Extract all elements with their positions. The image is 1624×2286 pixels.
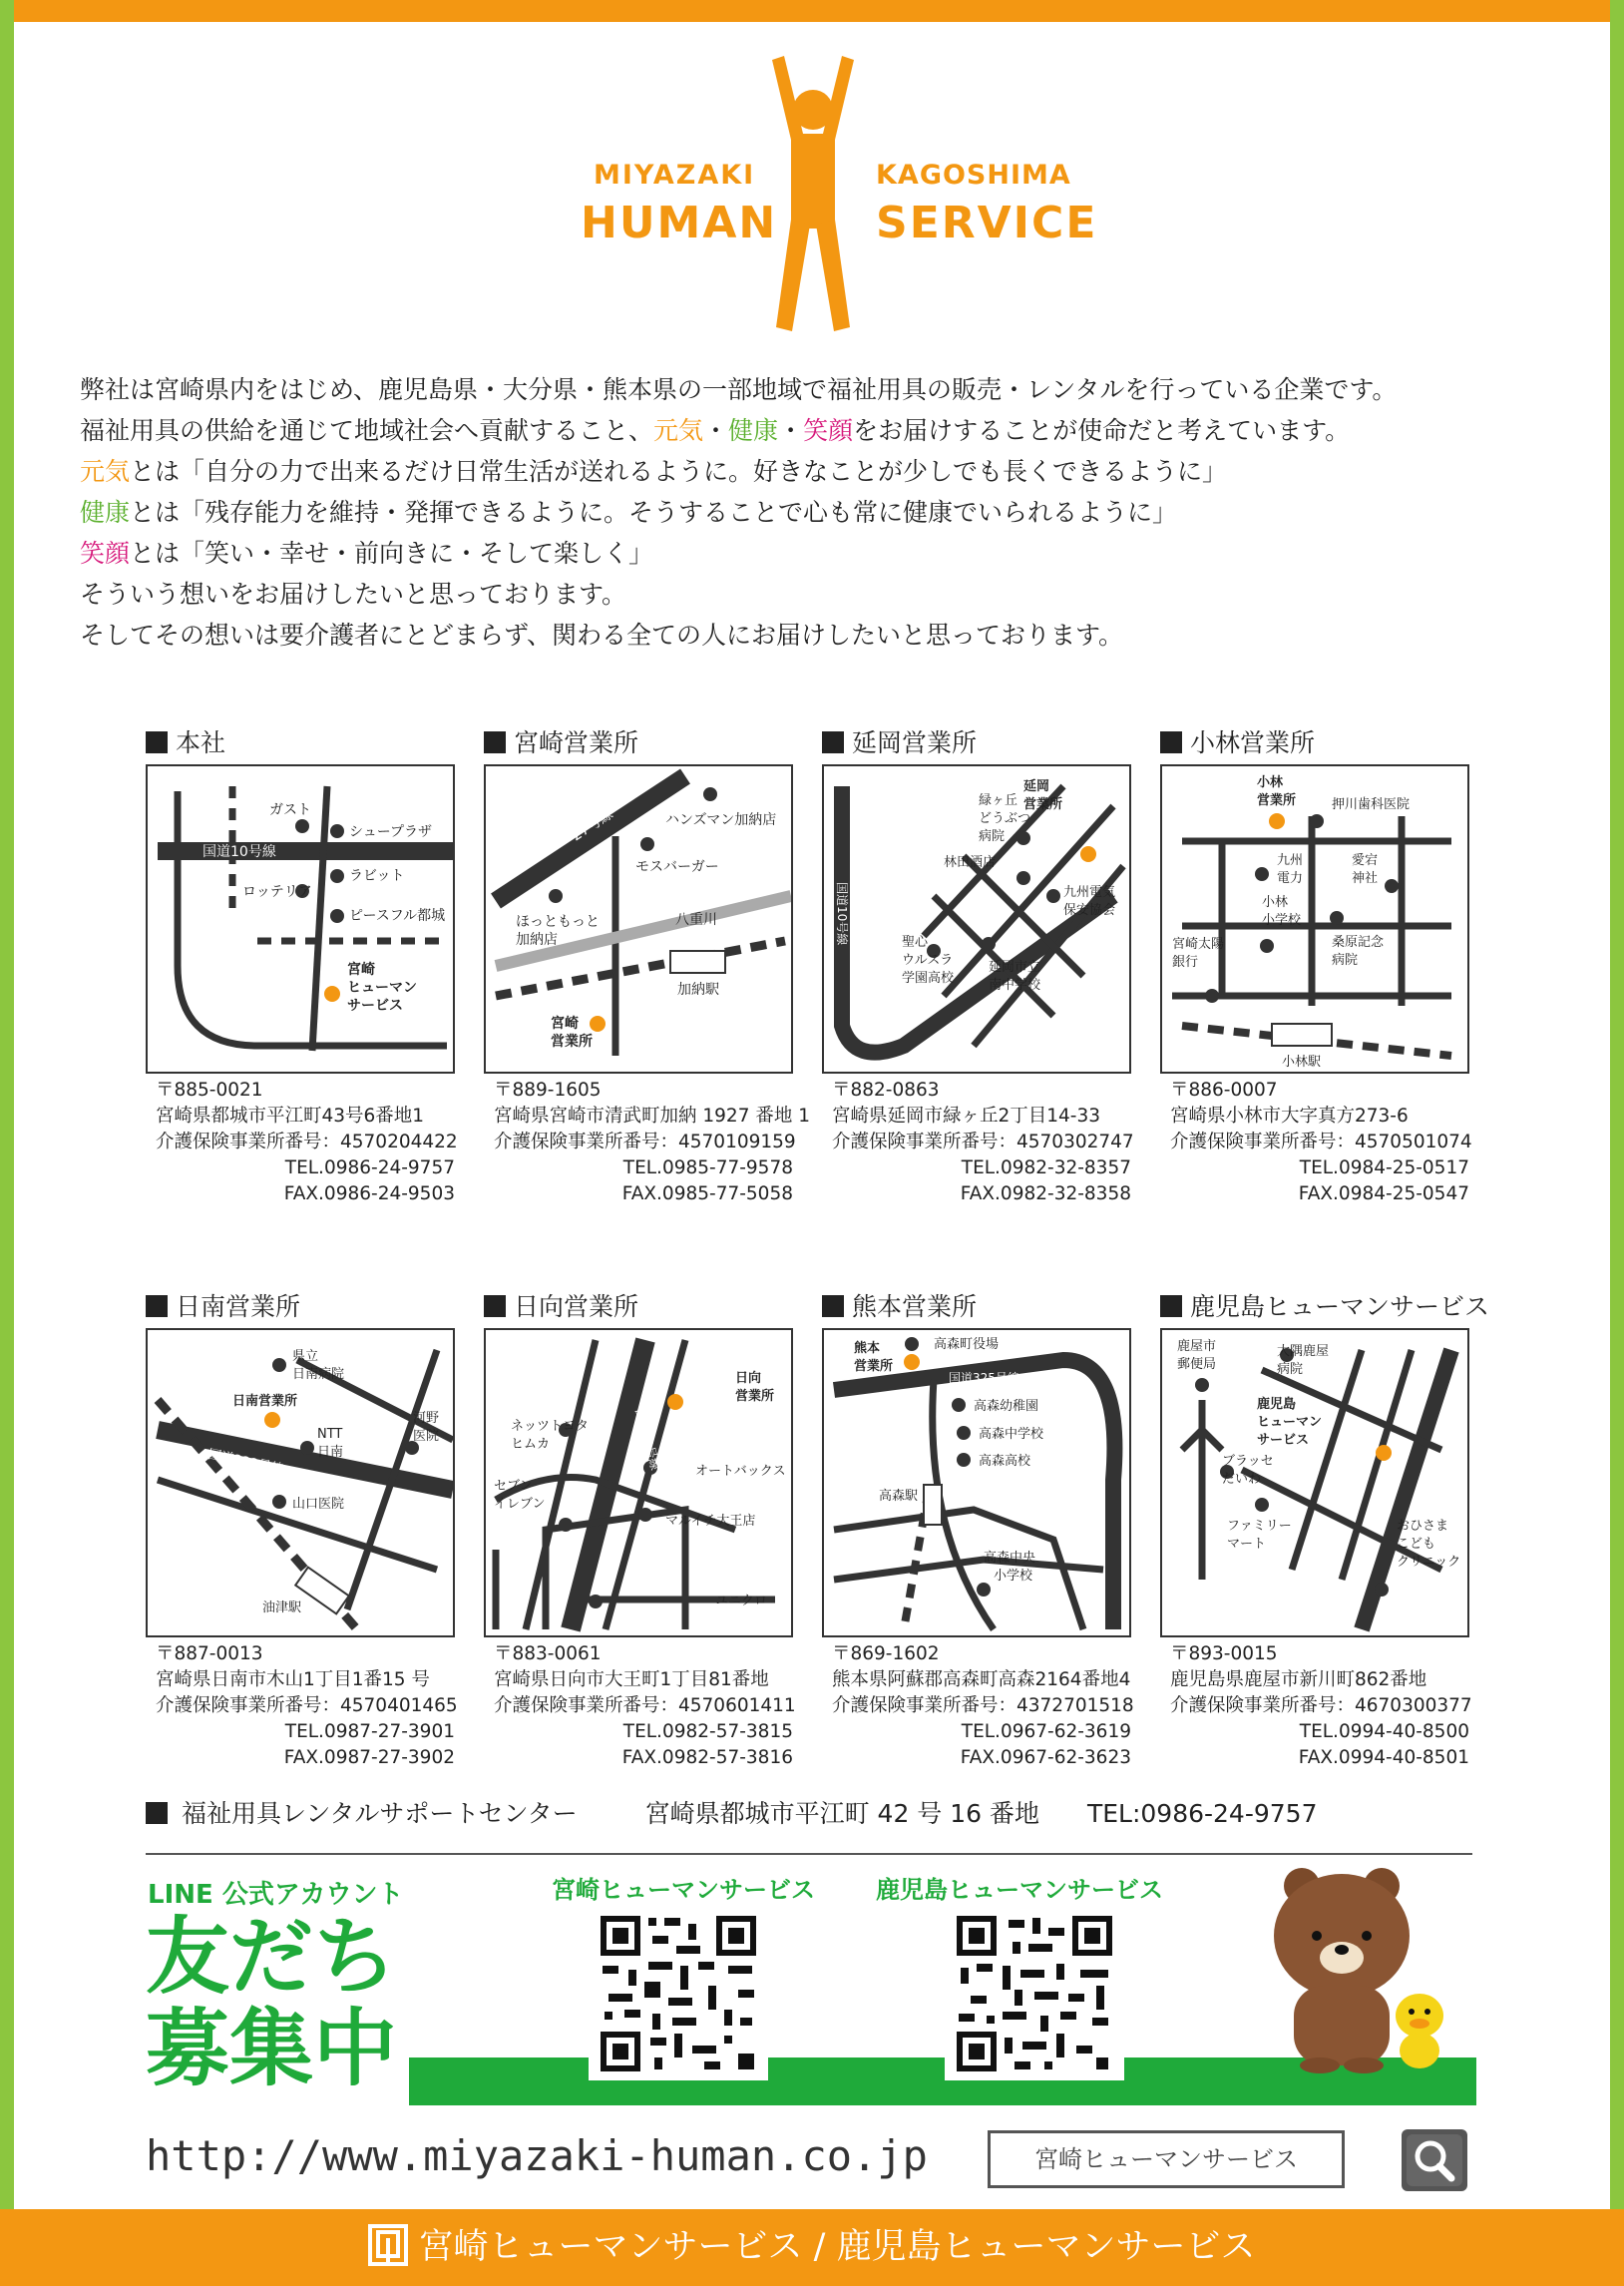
map-label: 加納駅 — [677, 982, 719, 998]
map-label: NTT — [317, 1427, 343, 1442]
map-label: 高森中央 — [984, 1551, 1036, 1566]
office-map — [484, 1328, 793, 1637]
qr-label-kagoshima: 鹿児島ヒューマンサービス — [876, 1876, 1163, 1904]
map-label: 九州電気 — [1063, 885, 1116, 900]
office-hyuga — [484, 1290, 796, 1771]
map-label: 日南 — [317, 1445, 344, 1460]
support-center-name: 福祉用具レンタルサポートセンター — [182, 1799, 578, 1828]
office-info — [484, 1641, 796, 1771]
map-label: クリニック — [1397, 1555, 1461, 1570]
zip-code: 〒883-0061 — [494, 1643, 602, 1664]
website-url[interactable]: http://www.miyazaki-human.co.jp — [146, 2131, 928, 2180]
map-label: マルイチ大王店 — [665, 1514, 756, 1529]
map-office-label: 日南営業所 — [232, 1394, 298, 1409]
office-nichinan — [146, 1290, 458, 1771]
map-label: 病院 — [979, 829, 1006, 844]
map-office-label: 熊本 — [854, 1341, 881, 1356]
map-label: 林田酒店 — [944, 855, 997, 870]
map-label: 学園高校 — [902, 971, 955, 986]
footer-text: 宮崎ヒューマンサービス / 鹿児島ヒューマンサービス — [418, 2227, 1256, 2267]
address: 宮崎県日向市大王町1丁目81番地 — [494, 1669, 769, 1690]
office-info — [146, 1641, 458, 1771]
map-label: 油津駅 — [262, 1600, 302, 1615]
support-center — [146, 1794, 1318, 1830]
intro-line-genki: 元気とは「自分の力で出来るだけ日常生活が送れるように。好きなことが少しでも長くできるように」 — [80, 457, 1228, 486]
map-label: 聖心 — [902, 935, 929, 950]
map-label: 小学校 — [994, 1569, 1033, 1584]
heading-square-icon — [146, 1295, 168, 1317]
logo-service: SERVICE — [876, 198, 1098, 248]
heading-square-icon — [484, 1295, 506, 1317]
tel: TEL.0985-77-9578 — [622, 1157, 793, 1178]
map-office-label: 営業所 — [1023, 797, 1063, 812]
office-honsha — [146, 726, 458, 1207]
zip-code: 〒887-0013 — [156, 1643, 263, 1664]
map-label: 保安協会 — [1063, 903, 1116, 918]
map-label: 小林 — [1262, 895, 1289, 910]
map-label: セブン — [494, 1479, 533, 1494]
map-label: 延岡市立 — [989, 960, 1041, 975]
map-label: ピースフル都城 — [349, 908, 446, 924]
map-label: マート — [1227, 1537, 1267, 1552]
heading-square-icon — [1160, 1295, 1182, 1317]
zip-code: 〒886-0007 — [1170, 1080, 1278, 1101]
intro-line-kenko: 健康とは「残存能力を維持・発揮できるように。そうすることで心も常に健康でいられるように」 — [80, 498, 1178, 527]
map-label: 南中学校 — [989, 978, 1041, 993]
zip-code: 〒885-0021 — [156, 1080, 263, 1101]
map-label: 高森幼稚園 — [974, 1399, 1039, 1414]
office-map — [1160, 764, 1469, 1074]
map-label: 小林駅 — [1282, 1055, 1322, 1070]
map-label: 病院 — [1277, 1362, 1304, 1377]
search-box[interactable]: 宮崎ヒューマンサービス — [988, 2130, 1345, 2188]
top-frame-bar — [0, 0, 1624, 22]
office-name: 本社 — [176, 728, 226, 757]
bear-and-chick-mascot-icon — [1272, 1866, 1451, 2075]
map-label: 高森中学校 — [979, 1427, 1044, 1442]
map-label: 押川歯科医院 — [1332, 797, 1411, 812]
tel: TEL.0984-25-0517 — [1299, 1157, 1469, 1178]
office-name: 宮崎営業所 — [514, 728, 639, 757]
heading-square-icon — [822, 731, 844, 753]
office-info — [1160, 1078, 1472, 1207]
care-number: 介護保険事業所番号：4372701518 — [832, 1695, 1134, 1716]
fax: FAX.0985-77-5058 — [621, 1183, 793, 1204]
map-label: どうぶつ — [979, 811, 1031, 826]
address: 宮崎県小林市大字真方273-6 — [1170, 1106, 1409, 1127]
map-label: 県立 — [292, 1349, 319, 1364]
map-label: 郵便局 — [1177, 1357, 1217, 1372]
map-label: 山口医院 — [292, 1497, 345, 1512]
map-label: イレブン — [494, 1497, 546, 1512]
heading-square-icon — [146, 731, 168, 753]
map-office-label: 営業所 — [551, 1034, 593, 1050]
map-label: ブラッセ — [1222, 1454, 1274, 1469]
map-label: 27号線 — [569, 805, 616, 845]
map-office-label: ヒューマン — [1257, 1415, 1323, 1430]
map-office-label: サービス — [1257, 1433, 1310, 1448]
office-map — [146, 764, 455, 1074]
care-number: 介護保険事業所番号：4570302747 — [832, 1132, 1134, 1152]
company-logo-icon — [368, 2224, 408, 2266]
map-label: シュープラザ — [349, 824, 433, 840]
map-label: ウルスラ — [902, 953, 954, 968]
map-label: 電力 — [1277, 871, 1304, 886]
map-label: 医院 — [413, 1429, 440, 1444]
office-map — [484, 764, 793, 1074]
map-label: 桑原記念 — [1332, 935, 1385, 950]
intro-line-2: 福祉用具の供給を通じて地域社会へ貢献すること、元気・健康・笑顔をお届けすることが使命だと考えています。 — [80, 416, 1351, 445]
tel: TEL.0986-24-9757 — [284, 1157, 455, 1178]
care-number: 介護保険事業所番号：4570501074 — [1170, 1132, 1472, 1152]
office-info — [484, 1078, 810, 1207]
company-introduction — [80, 369, 1576, 656]
office-info — [822, 1078, 1134, 1207]
map-label: 鹿屋市 — [1177, 1339, 1217, 1354]
map-label: こども — [1397, 1537, 1436, 1552]
logo-miyazaki: MIYAZAKI — [594, 160, 756, 191]
care-number: 介護保険事業所番号：4670300377 — [1170, 1695, 1472, 1716]
fax: FAX.0982-57-3816 — [621, 1747, 793, 1768]
map-label: 大隅鹿屋 — [1277, 1344, 1330, 1359]
office-map — [822, 1328, 1131, 1637]
friends-wanted: 友だち 募集中 — [146, 1908, 398, 2097]
logo-human: HUMAN — [581, 198, 778, 248]
map-label: 高森町役場 — [934, 1337, 1000, 1352]
office-miyazaki — [484, 726, 810, 1207]
line-account-title: LINE 公式アカウント — [148, 1880, 404, 1910]
intro-line-egao: 笑顔とは「笑い・幸せ・前向きに・そして楽しく」 — [80, 539, 654, 568]
map-label: ヒムカ — [511, 1437, 551, 1452]
map-label: 日南病院 — [292, 1367, 345, 1382]
map-label: 宮崎太陽 — [1172, 937, 1225, 952]
office-kagoshima — [1160, 1290, 1490, 1771]
tel: TEL.0982-57-3815 — [622, 1721, 793, 1742]
office-name: 小林営業所 — [1190, 728, 1316, 757]
map-label: ほっともっと — [516, 914, 600, 930]
map-label: ネッツトヨタ — [511, 1419, 590, 1434]
logo-kagoshima: KAGOSHIMA — [876, 160, 1071, 191]
office-map — [146, 1328, 455, 1637]
map-office-label: 営業所 — [1257, 793, 1297, 808]
map-label: ガスト — [269, 802, 311, 818]
map-office-label: 営業所 — [735, 1389, 775, 1404]
intro-line-7: そしてその想いは要介護者にとどまらず、関わる全ての人にお届けしたいと思っております。 — [80, 621, 1124, 650]
address: 宮崎県延岡市緑ヶ丘2丁目14-33 — [832, 1106, 1101, 1127]
map-label: 加納店 — [516, 932, 558, 948]
care-number: 介護保険事業所番号：4570401465 — [156, 1695, 458, 1716]
map-label: 国道325号線 — [949, 1371, 1019, 1385]
map-label: モスバーガー — [635, 859, 719, 875]
fax: FAX.0967-62-3623 — [960, 1747, 1131, 1768]
map-label: 銀行 — [1172, 955, 1199, 970]
fax: FAX.0982-32-8358 — [960, 1183, 1131, 1204]
left-frame-bar — [0, 0, 14, 2286]
qr-code-kagoshima[interactable] — [945, 1906, 1124, 2080]
heading-square-icon — [1160, 731, 1182, 753]
map-office-label: 日向 — [735, 1371, 762, 1386]
map-label: 国道222号線 — [206, 1447, 285, 1478]
fax: FAX.0986-24-9503 — [283, 1183, 455, 1204]
map-label: 愛宕 — [1352, 853, 1379, 868]
intro-line-1: 弊社は宮崎県内をはじめ、鹿児島県・大分県・熊本県の一部地域で福祉用具の販売・レンタルを行っている企業です。 — [80, 375, 1398, 404]
address: 宮崎県都城市平江町43号6番地1 — [156, 1106, 425, 1127]
zip-code: 〒889-1605 — [494, 1080, 602, 1101]
care-number: 介護保険事業所番号：4570204422 — [156, 1132, 458, 1152]
office-name: 日向営業所 — [514, 1292, 639, 1321]
map-label: 国道10号線 — [632, 1407, 663, 1472]
map-office-label: 小林 — [1257, 775, 1284, 790]
map-label: 河野 — [413, 1411, 440, 1426]
office-nobeoka — [822, 726, 1134, 1207]
qr-code-icon — [945, 1906, 1124, 2080]
address: 熊本県阿蘇郡高森町高森2164番地4 — [832, 1669, 1131, 1690]
search-icon — [1402, 2129, 1467, 2191]
tel: TEL.0982-32-8357 — [961, 1157, 1131, 1178]
office-name: 鹿児島ヒューマンサービス — [1190, 1292, 1490, 1321]
map-label: ファミリー — [1227, 1519, 1292, 1534]
office-kumamoto — [822, 1290, 1134, 1771]
right-frame-bar — [1610, 0, 1624, 2286]
fax: FAX.0994-40-8501 — [1298, 1747, 1469, 1768]
tel: TEL.0994-40-8500 — [1299, 1721, 1469, 1742]
office-name: 熊本営業所 — [852, 1292, 978, 1321]
tel: TEL.0967-62-3619 — [961, 1721, 1131, 1742]
map-office-label: ヒューマン — [347, 980, 417, 996]
map-label: ユニクロ — [715, 1594, 768, 1608]
zip-code: 〒882-0863 — [832, 1080, 940, 1101]
map-label: ラビット — [349, 868, 405, 884]
map-label: 国道10号線 — [203, 844, 276, 860]
map-label: ロッテリア — [242, 884, 312, 900]
divider — [146, 1853, 1472, 1855]
map-label: 神社 — [1352, 871, 1379, 886]
address: 宮崎県宮崎市清武町加納 1927 番地 1 — [494, 1106, 810, 1127]
address: 鹿児島県鹿屋市新川町862番地 — [1170, 1669, 1427, 1690]
footer — [0, 2209, 1624, 2286]
office-name: 延岡営業所 — [852, 728, 978, 757]
office-kobayashi — [1160, 726, 1472, 1207]
office-info — [1160, 1641, 1472, 1771]
map-label: 国道10号線 — [835, 882, 849, 946]
person-arms-raised-icon — [758, 50, 868, 339]
map-label: 高森駅 — [879, 1489, 919, 1504]
care-number: 介護保険事業所番号：4570601411 — [494, 1695, 796, 1716]
map-label: 高森高校 — [979, 1454, 1031, 1469]
map-label: だいわ — [1222, 1472, 1262, 1487]
map-label: オートバックス — [695, 1464, 786, 1479]
company-logo — [559, 50, 1117, 339]
heading-square-icon — [822, 1295, 844, 1317]
zip-code: 〒893-0015 — [1170, 1643, 1278, 1664]
map-office-label: 宮崎 — [347, 962, 375, 978]
map-label: 病院 — [1332, 953, 1359, 968]
map-office-label: 鹿児島 — [1257, 1397, 1297, 1412]
office-info — [146, 1078, 458, 1207]
care-number: 介護保険事業所番号：4570109159 — [494, 1132, 796, 1152]
map-label: 緑ヶ丘 — [979, 793, 1018, 808]
heading-square-icon — [484, 731, 506, 753]
qr-code-icon — [589, 1906, 768, 2080]
office-name: 日南営業所 — [176, 1292, 301, 1321]
map-office-label: サービス — [347, 998, 403, 1014]
support-center-tel: TEL:0986-24-9757 — [1086, 1799, 1318, 1828]
address: 宮崎県日南市木山1丁目1番15 号 — [156, 1669, 430, 1690]
qr-code-miyazaki[interactable] — [589, 1906, 768, 2080]
map-label: ハンズマン加納店 — [665, 812, 777, 828]
fax: FAX.0987-27-3902 — [283, 1747, 455, 1768]
map-label: 九州 — [1277, 853, 1304, 868]
map-office-label: 延岡 — [1023, 779, 1050, 794]
map-label: 小学校 — [1262, 913, 1302, 928]
office-map — [822, 764, 1131, 1074]
support-center-address: 宮崎県都城市平江町 42 号 16 番地 — [644, 1799, 1040, 1828]
search-button[interactable] — [1402, 2129, 1467, 2191]
map-label: おひさま — [1397, 1519, 1449, 1534]
zip-code: 〒869-1602 — [832, 1643, 940, 1664]
tel: TEL.0987-27-3901 — [284, 1721, 455, 1742]
map-office-label: 営業所 — [854, 1359, 894, 1374]
map-office-label: 宮崎 — [551, 1016, 579, 1032]
map-label: 八重川 — [675, 912, 717, 928]
fax: FAX.0984-25-0547 — [1298, 1183, 1469, 1204]
qr-label-miyazaki: 宮崎ヒューマンサービス — [552, 1876, 815, 1904]
intro-line-6: そういう想いをお届けしたいと思っております。 — [80, 580, 627, 609]
heading-square-icon — [146, 1802, 168, 1824]
office-map — [1160, 1328, 1469, 1637]
office-info — [822, 1641, 1134, 1771]
